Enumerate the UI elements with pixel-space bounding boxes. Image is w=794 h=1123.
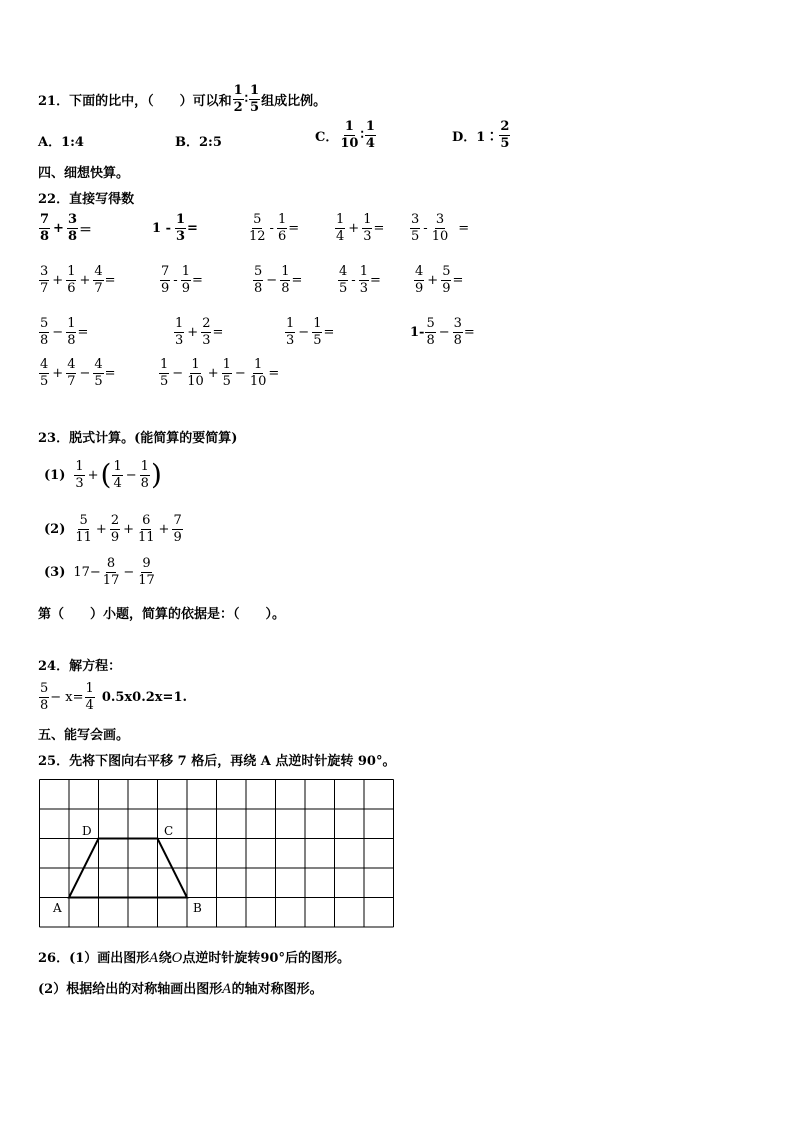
section-5-heading: 五、能写会画。 <box>38 728 130 743</box>
vertex-label-a: A <box>53 901 62 915</box>
q25-label: 25．先将下图向右平移 7 格后，再绕 A 点逆时针旋转 90°。 <box>38 754 396 769</box>
q21-label: 21．下面的比中，（ ）可以和 <box>38 93 232 109</box>
q24-equations: $\frac{5}{8}$ − x= $\frac{1}{4}$ 0.5x0.2x=1. <box>40 681 188 713</box>
q23-part-2: (2) $\frac{5}{11}$ + $\frac{2}{9}$ + $\frac{6}{11}$ + $\frac{7}{9}$ <box>44 513 182 545</box>
q22-r1-item-1: $\frac{7}{8}$ + $\frac{3}{8}$ ＝ <box>40 212 93 244</box>
vertex-label-b: B <box>193 901 202 915</box>
q22-r3-item-3: $\frac{1}{3}$ − $\frac{1}{5}$ = <box>286 316 335 348</box>
q22-r4-item-1: $\frac{4}{5}$ + $\frac{4}{7}$ − $\frac{4}{5}$ = <box>40 357 116 389</box>
q22-r2-item-5: $\frac{4}{9}$ + $\frac{5}{9}$ = <box>415 264 464 296</box>
q22-r2-item-2: $\frac{7}{9}$ - $\frac{1}{9}$ = <box>161 264 203 296</box>
q22-r1-item-5: $\frac{3}{5}$ - $\frac{3}{10}$ = <box>411 212 470 244</box>
q22-r3-item-1: $\frac{5}{8}$ − $\frac{1}{8}$ = <box>40 316 89 348</box>
q22-r2-item-4: $\frac{4}{5}$ - $\frac{1}{3}$ = <box>339 264 381 296</box>
shape-a-label-2: A <box>222 982 232 997</box>
q24-label: 24．解方程： <box>38 659 122 674</box>
q23-part-1: (1) $\frac{1}{3}$ + ( $\frac{1}{4}$ − $\frac{1}{8}$ ) <box>44 458 162 492</box>
q21-option-b: B．2:5 <box>175 135 222 150</box>
q22-r2-item-3: $\frac{5}{8}$ − $\frac{1}{8}$ = <box>254 264 303 296</box>
q21-fraction-2: $\frac{1}{5}$ <box>250 83 260 115</box>
q21-option-a: A．1:4 <box>38 135 84 150</box>
q25-grid <box>39 779 395 931</box>
q24-equation-2: 0.5x0.2x=1. <box>101 689 188 705</box>
vertex-label-d: D <box>82 824 92 838</box>
q22-r1-item-2: 1 - $\frac{1}{3}$ = <box>152 212 198 244</box>
q22-r1-item-4: $\frac{1}{4}$ + $\frac{1}{3}$ = <box>336 212 385 244</box>
q21-colon: ∶ <box>244 91 249 107</box>
q26-part-2: (2）根据给出的对称轴画出图形A的轴对称图形。 <box>38 982 323 997</box>
q22-r2-item-1: $\frac{3}{7}$ + $\frac{1}{6}$ + $\frac{4}{7}$ = <box>40 264 116 296</box>
q22-r4-item-2: $\frac{1}{5}$ − $\frac{1}{10}$ + $\frac{1}{5}$ − $\frac{1}{10}$ = <box>160 357 280 389</box>
q21-option-c-frac2: $\frac{1}{4}$ <box>365 119 375 151</box>
q23-note: 第（ ）小题，简算的依据是：（ ）。 <box>38 607 286 622</box>
q23-part-3: (3) 17− $\frac{8}{17}$ − $\frac{9}{17}$ <box>44 556 155 588</box>
q22-r1-item-3: $\frac{5}{12}$ - $\frac{1}{6}$ = <box>249 212 300 244</box>
q22-r3-item-2: $\frac{1}{3}$ + $\frac{2}{3}$ = <box>175 316 224 348</box>
section-4-heading: 四、细想快算。 <box>38 166 130 181</box>
q21-option-d-frac: $\frac{2}{5}$ <box>500 119 510 151</box>
q23-label: 23．脱式计算。(能简算的要简算) <box>38 431 238 446</box>
q25-grid-figure <box>39 779 395 935</box>
q26-part-1: 26．(1）画出图形A绕O点逆时针旋转90°后的图形。 <box>38 951 350 966</box>
q21-suffix: 组成比例。 <box>261 93 327 109</box>
q21-option-d <box>452 120 511 150</box>
shape-a-label-1: A <box>149 951 159 966</box>
q21-option-c-colon: ∶ <box>360 127 364 143</box>
q22-r3-item-4: 1- $\frac{5}{8}$ − $\frac{3}{8}$ = <box>410 316 475 348</box>
q21-option-c-frac1: $\frac{1}{10}$ <box>340 119 359 151</box>
q21-option-d-label: D．1∶ <box>452 129 499 145</box>
q21-option-c-label: C． <box>315 129 339 145</box>
vertex-label-c: C <box>164 824 174 838</box>
q21-option-c <box>315 120 377 150</box>
q21-stem <box>38 84 326 114</box>
point-o-label: O <box>171 951 183 966</box>
q22-label: 22．直接写得数 <box>38 192 135 207</box>
q21-fraction-1: $\frac{1}{2}$ <box>233 83 243 115</box>
